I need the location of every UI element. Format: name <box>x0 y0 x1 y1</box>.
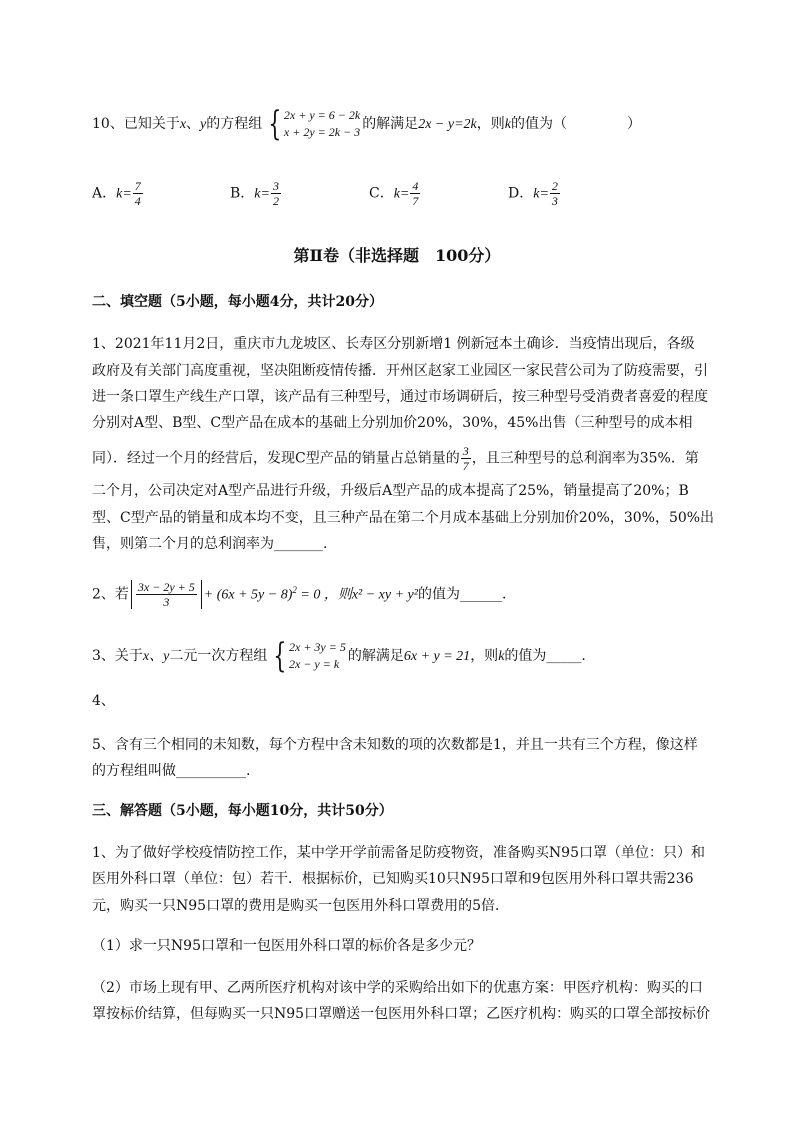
solve-q1-line2: 医用外科口罩（单位：包）若干．根据标价，已知购买10只N95口罩和9包医用外科口罩共需236 <box>92 871 694 887</box>
q10-line: 10、已知关于x、y的方程组 { 2x + y = 6 − 2k x + 2y = 2k − 3 的解满足2x − y=2k，则k的值为（ ） <box>92 104 641 144</box>
solve-q1-subq1: （1）求一只N95口罩和一包医用外科口罩的标价各是多少元？ <box>92 938 481 954</box>
fill-q5-line1: 5、含有三个相同的未知数，每个方程中含未知数的项的次数都是1，并且一共有三个方程，像这样 <box>92 737 698 753</box>
fill-q3-line: 3、关于x、y二元一次方程组 { 2x + 3y = 5 2x − y = k 的解满足6x + y = 21，则k的值为_____. <box>92 636 586 676</box>
q10-option-a[interactable]: A．k= $\frac{7}{4}$ <box>92 179 141 208</box>
fill-q1-line3: 进一条口罩生产线生产口罩，该产品有三种型号，通过市场调研后，按三种型号受消费者喜爱的程度 <box>92 389 708 405</box>
fill-blank-heading: 二、填空题（5小题，每小题4分，共计20分） <box>92 294 383 310</box>
fill-q1-line4: 分别对A型、B型、C型产品在成本的基础上分别加价20%，30%，45%出售（三种型号的成本相 <box>92 415 693 431</box>
absolute-value: $\frac{3x - 2y + 5}{3}$ <box>131 580 202 609</box>
fill-q1-line8: 售，则第二个月的总利润率为_______. <box>92 536 328 552</box>
solve-q1-subq2-line2: 罩按标价结算，但每购买一只N95口罩赠送一包医用外科口罩；乙医疗机构：购买的口罩全部按标价 <box>92 1006 711 1022</box>
fill-q1-line1: 1、2021年11月2日，重庆市九龙坡区、长寿区分别新增1 例新冠本土确诊．当疫情出现后，各级 <box>92 336 695 352</box>
q10-option-b[interactable]: B．k= $\frac{3}{2}$ <box>230 179 279 208</box>
brace-icon: { <box>273 636 287 676</box>
part-two-title: 第Ⅱ卷（非选择题 100分） <box>293 246 501 265</box>
q10-option-d[interactable]: D．k= $\frac{2}{3}$ <box>508 179 558 208</box>
fill-q1-line7: 型、C型产品的销量和成本均不变，且三种产品在第二个月成本基础上分别加价20%，30%，50%出 <box>92 510 715 526</box>
fill-q1-line5: 同）．经过一个月的经营后，发现C型产品的销量占总销量的 $\frac{3}{7}$ ，且三种型号的总利润率为35%．第 <box>92 444 699 473</box>
fill-q2-line: 2、若 $\frac{3x - 2y + 5}{3}$ + $(6x + 5y - 8)^2 = 0$ ，则x² − xy + y²的值为______. <box>92 580 507 610</box>
fill-q1-line2: 政府及有关部门高度重视，坚决阻断疫情传播．开州区赵家工业园区一家民营公司为了防疫需要，引 <box>92 363 708 379</box>
fill-q4-line: 4、 <box>92 693 115 709</box>
fill-q1-line6: 二个月，公司决定对A型产品进行升级，升级后A型产品的成本提高了25%，销量提高了20%；B <box>92 483 689 499</box>
q3-equation-system: { 2x + 3y = 5 2x − y = k <box>273 636 346 676</box>
brace-icon: { <box>268 104 282 144</box>
q10-equation-system: { 2x + y = 6 − 2k x + 2y = 2k − 3 <box>268 104 361 144</box>
fill-q5-line2: 的方程组叫做__________. <box>92 763 251 779</box>
q10-option-c[interactable]: C．k= $\frac{4}{7}$ <box>369 179 419 208</box>
solve-heading: 三、解答题（5小题，每小题10分，共计50分） <box>92 803 393 819</box>
solve-q1-subq2-line1: （2）市场上现有甲、乙两所医疗机构对该中学的采购给出如下的优惠方案：甲医疗机构：购买的口 <box>92 980 703 996</box>
solve-q1-line1: 1、为了做好学校疫情防控工作，某中学开学前需备足防疫物资，准备购买N95口罩（单位：只）和 <box>92 845 705 861</box>
solve-q1-line3: 元，购买一只N95口罩的费用是购买一包医用外科口罩费用的5倍． <box>92 898 509 914</box>
